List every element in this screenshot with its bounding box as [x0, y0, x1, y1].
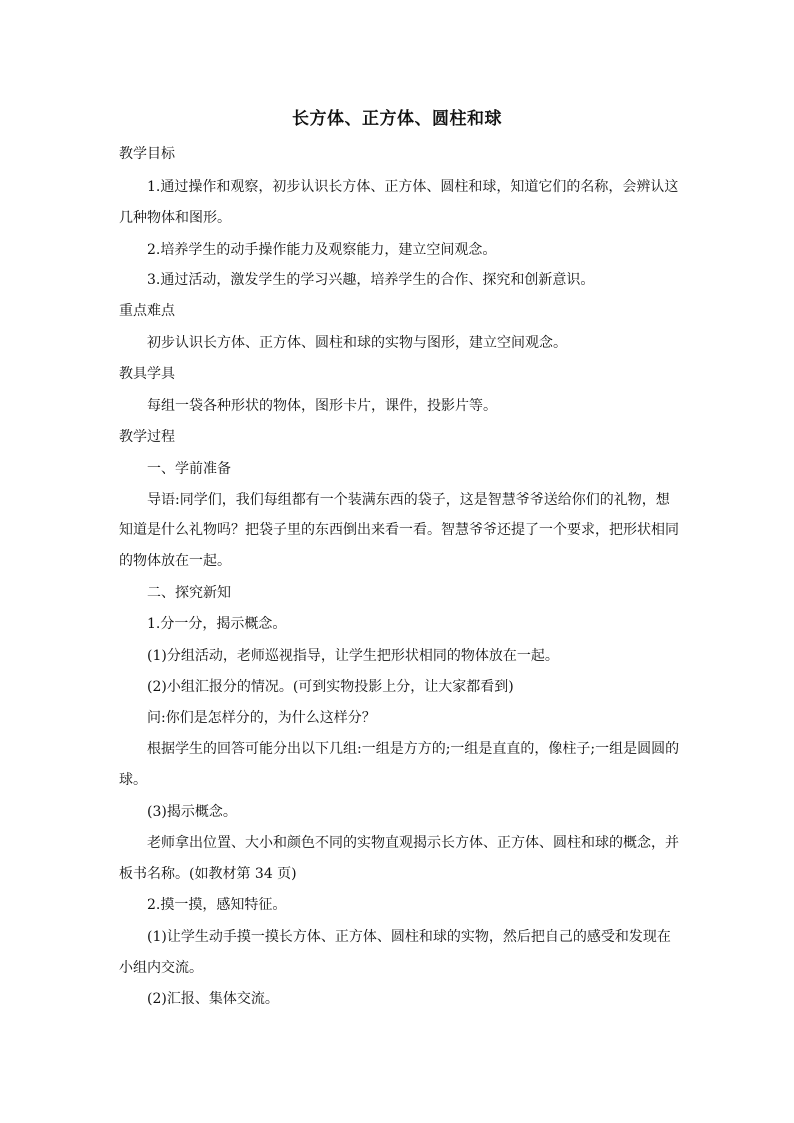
paragraph-line: (3)揭示概念。 [147, 804, 237, 820]
section-heading-objectives: 教学目标 [119, 146, 175, 162]
paragraph-line: (2)汇报、集体交流。 [147, 991, 279, 1007]
paragraph-line: 每组一袋各种形状的物体，图形卡片，课件，投影片等。 [147, 398, 497, 414]
paragraph-line: 3.通过活动，激发学生的学习兴趣，培养学生的合作、探究和创新意识。 [147, 272, 595, 288]
subheading-preparation: 一、学前准备 [147, 461, 231, 477]
paragraph-line: 老师拿出位置、大小和颜色不同的实物直观揭示长方体、正方体、圆柱和球的概念，并 [147, 835, 679, 851]
section-heading-key-points: 重点难点 [119, 303, 175, 319]
paragraph-line: 2.摸一摸，感知特征。 [147, 897, 287, 913]
section-heading-materials: 教具学具 [119, 366, 175, 382]
paragraph-line: 导语:同学们，我们每组都有一个装满东西的袋子，这是智慧爷爷送给你们的礼物，想 [147, 492, 670, 508]
document-title: 长方体、正方体、圆柱和球 [292, 109, 502, 129]
paragraph-line: 知道是什么礼物吗？把袋子里的东西倒出来看一看。智慧爷爷还提了一个要求，把形状相同 [119, 522, 679, 538]
section-heading-process: 教学过程 [119, 429, 175, 445]
paragraph-line: 小组内交流。 [119, 960, 203, 976]
paragraph-line: 球。 [119, 772, 147, 788]
subheading-explore: 二、探究新知 [147, 585, 231, 601]
paragraph-line: (1)让学生动手摸一摸长方体、正方体、圆柱和球的实物，然后把自己的感受和发现在 [147, 929, 671, 945]
paragraph-line: 几种物体和图形。 [119, 210, 231, 226]
paragraph-line: 板书名称。(如教材第 34 页) [119, 866, 297, 882]
paragraph-line: (2)小组汇报分的情况。(可到实物投影上分，让大家都看到) [147, 679, 514, 695]
paragraph-line: 根据学生的回答可能分出以下几组:一组是方方的;一组是直直的，像柱子;一组是圆圆的 [147, 741, 680, 757]
paragraph-line: (1)分组活动，老师巡视指导，让学生把形状相同的物体放在一起。 [147, 648, 559, 664]
paragraph-line: 问:你们是怎样分的，为什么这样分？ [147, 710, 376, 726]
paragraph-line: 1.通过操作和观察，初步认识长方体、正方体、圆柱和球，知道它们的名称，会辨认这 [147, 179, 679, 195]
paragraph-line: 的物体放在一起。 [119, 553, 231, 569]
paragraph-line: 2.培养学生的动手操作能力及观察能力，建立空间观念。 [147, 242, 497, 258]
paragraph-line: 1.分一分，揭示概念。 [147, 616, 287, 632]
paragraph-line: 初步认识长方体、正方体、圆柱和球的实物与图形，建立空间观念。 [147, 335, 567, 351]
